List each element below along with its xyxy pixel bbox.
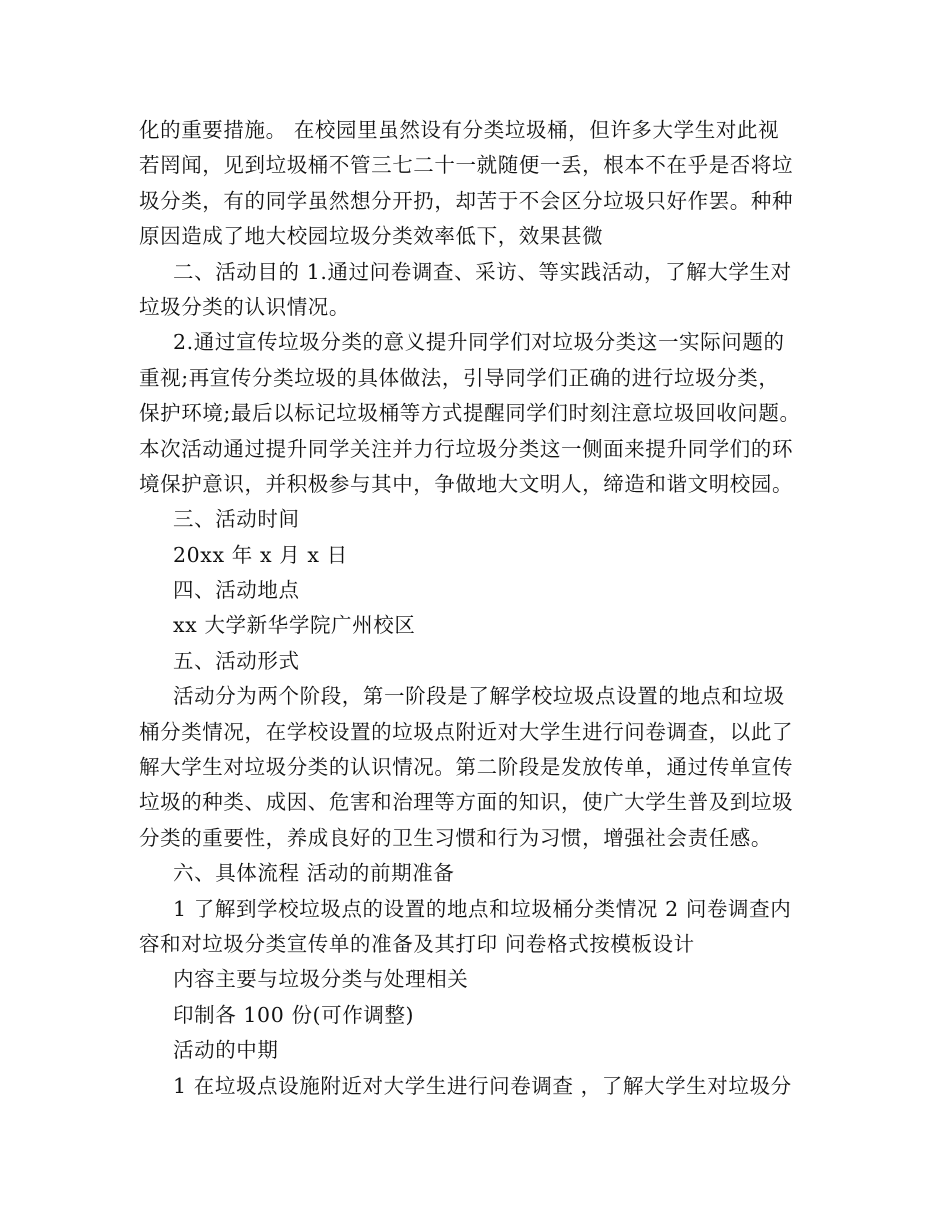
document-line: 桶分类情况，在学校设置的垃圾点附近对大学生进行问卷调查，以此了 (139, 719, 794, 744)
document-line: 四、活动地点 (173, 578, 300, 603)
document-line: 垃圾分类的认识情况。 (139, 294, 350, 319)
document-line: 1 在垃圾点设施附近对大学生进行问卷调查 ，了解大学生对垃圾分 (173, 1073, 792, 1098)
document-line: 1 了解到学校垃圾点的设置的地点和垃圾桶分类情况 2 问卷调查内 (173, 896, 792, 921)
document-line: 重视;再宣传分类垃圾的具体做法，引导同学们正确的进行垃圾分类， (139, 365, 780, 390)
document-line: 容和对垃圾分类宣传单的准备及其打印 问卷格式按模板设计 (139, 931, 695, 956)
document-line: 二、活动目的 1.通过问卷调查、采访、等实践活动，了解大学生对 (173, 259, 792, 284)
document-line: 圾分类，有的同学虽然想分开扔，却苦于不会区分垃圾只好作罢。种种 (139, 188, 794, 213)
document-body (139, 113, 819, 1104)
document-line: 内容主要与垃圾分类与处理相关 (173, 967, 469, 992)
document-line: 若罔闻，见到垃圾桶不管三七二十一就随便一丢，根本不在乎是否将垃 (139, 153, 794, 178)
document-line: 原因造成了地大校园垃圾分类效率低下，效果甚微 (139, 224, 604, 249)
document-line: 2.通过宣传垃圾分类的意义提升同学们对垃圾分类这一实际问题的 (173, 330, 785, 355)
document-line: 六、具体流程 活动的前期准备 (173, 861, 455, 886)
document-line: 分类的重要性，养成良好的卫生习惯和行为习惯，增强社会责任感。 (139, 825, 772, 850)
document-line: 本次活动通过提升同学关注并力行垃圾分类这一侧面来提升同学们的环 (139, 436, 794, 461)
document-line: 活动的中期 (173, 1038, 279, 1063)
document-line: 五、活动形式 (173, 648, 300, 673)
document-line: 印制各 100 份(可作调整) (173, 1002, 415, 1027)
document-line: 化的重要措施。 在校园里虽然设有分类垃圾桶，但许多大学生对此视 (139, 118, 780, 142)
document-line: 保护环境;最后以标记垃圾桶等方式提醒同学们时刻注意垃圾回收问题。 (139, 401, 801, 426)
document-line: 活动分为两个阶段，第一阶段是了解学校垃圾点设置的地点和垃圾 (173, 684, 785, 709)
document-line: 境保护意识，并积极参与其中，争做地大文明人，缔造和谐文明校园。 (139, 471, 794, 496)
document-line: 垃圾的种类、成因、危害和治理等方面的知识，使广大学生普及到垃圾 (139, 790, 794, 815)
document-line: 解大学生对垃圾分类的认识情况。第二阶段是发放传单，通过传单宣传 (139, 755, 794, 780)
document-line: xx 大学新华学院广州校区 (173, 613, 416, 638)
document-line: 三、活动时间 (173, 507, 300, 532)
document-line: 20xx 年 x 月 x 日 (173, 542, 348, 567)
